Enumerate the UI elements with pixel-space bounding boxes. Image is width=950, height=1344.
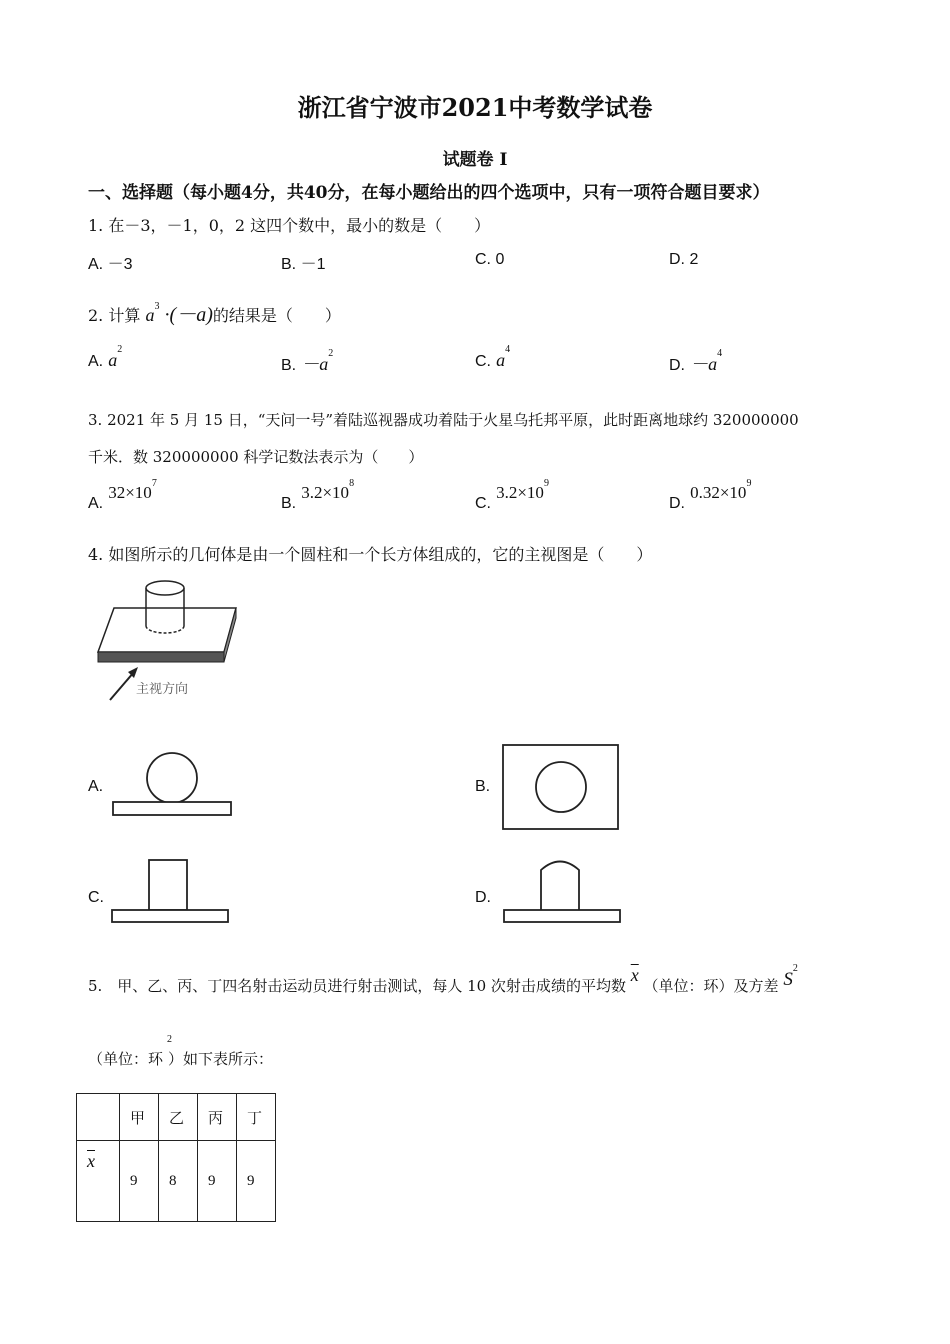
table-header-row [77, 1094, 276, 1141]
table-header-cell [77, 1094, 120, 1141]
question-4-stem: 4. 如图所示的几何体是由一个圆柱和一个长方体组成的，它的主视图是（ ） [88, 545, 653, 564]
mean-symbol: $\overline{x}$ [630, 965, 639, 985]
table-cell: 9 [237, 1141, 276, 1222]
question-2-stem [88, 298, 341, 327]
q2-option-a: A. $a^2$ [88, 343, 123, 370]
q2-suffix: 的结果是（ ） [212, 306, 341, 325]
q3-option-a: A. $32\times 10^7$ [88, 477, 157, 512]
question-3-line-1: 3. 2021 年 5 月 15 日，“天问一号”着陆巡视器成功着陆于火星乌托邦平原，此时距离地球约 320000000 [88, 411, 799, 429]
q2-option-d: D. $-a^4$ [669, 347, 723, 374]
q4-option-c-figure [108, 855, 233, 927]
q3-option-d: D. $0.32\times 10^9$ [669, 477, 752, 512]
table-cell: 9 [198, 1141, 237, 1222]
q2-base: a [145, 305, 155, 325]
q4-option-b-label: B. [475, 778, 491, 795]
table-header-cell: 甲 [120, 1094, 159, 1141]
q4-option-a-label: A. [88, 778, 104, 795]
q2-option-b: B. $-a^2$ [281, 347, 334, 374]
q4-option-c-label: C. [88, 889, 104, 906]
q2-exp: 3 [154, 300, 160, 312]
table-cell: 8 [159, 1141, 198, 1222]
exam-title: 浙江省宁波市2021中考数学试卷 [297, 93, 653, 122]
section-heading: 一、选择题（每小题4分，共40分，在每小题给出的四个选项中，只有一项符合题目要求） [88, 183, 770, 203]
q4-option-b-figure [500, 742, 622, 834]
table-cell: 9 [120, 1141, 159, 1222]
q2-option-c: C. $a^4$ [475, 343, 511, 370]
q2-factor: ·(－a) [164, 304, 213, 326]
q4-option-a-figure [108, 745, 238, 823]
table-header-cell: 丙 [198, 1094, 237, 1141]
question-5-stem: 5. 甲、乙、丙、丁四名射击运动员进行射击测试，每人 10 次射击成绩的平均数 $\overline{x}$ （单位：环）及方差 $S^2$ [88, 963, 798, 995]
question-5-unit: （单位：环$^2$）如下表所示： [88, 1034, 274, 1068]
question-3-line-2: 千米．数 320000000 科学记数法表示为（ ） [88, 448, 424, 466]
q2-prefix: 2. 计算 [88, 306, 141, 325]
q1-option-c: C. 0 [475, 251, 505, 268]
q1-option-a: A. －3 [88, 256, 133, 273]
table-row [77, 1141, 276, 1222]
exam-subtitle: 试题卷 I [442, 150, 508, 170]
q3-option-b: B. $3.2\times 10^8$ [281, 477, 355, 512]
question-1-stem: 1. 在－3，－1，0，2 这四个数中，最小的数是（ ） [88, 216, 491, 235]
q4-option-d-label: D. [475, 889, 491, 906]
table-header-cell: 丁 [237, 1094, 276, 1141]
table-header-cell: 乙 [159, 1094, 198, 1141]
q1-option-d: D. 2 [669, 251, 699, 268]
table-row-label: $\overline{x}$ [77, 1141, 120, 1222]
q3-option-c: C. $3.2\times 10^9$ [475, 477, 549, 512]
q4-view-direction-label: 主视方向 [136, 682, 189, 697]
score-table [76, 1093, 276, 1222]
q4-solid-figure [92, 572, 242, 707]
q1-option-b: B. －1 [281, 256, 326, 273]
variance-symbol: S [783, 969, 793, 990]
q4-option-d-figure [500, 855, 625, 927]
